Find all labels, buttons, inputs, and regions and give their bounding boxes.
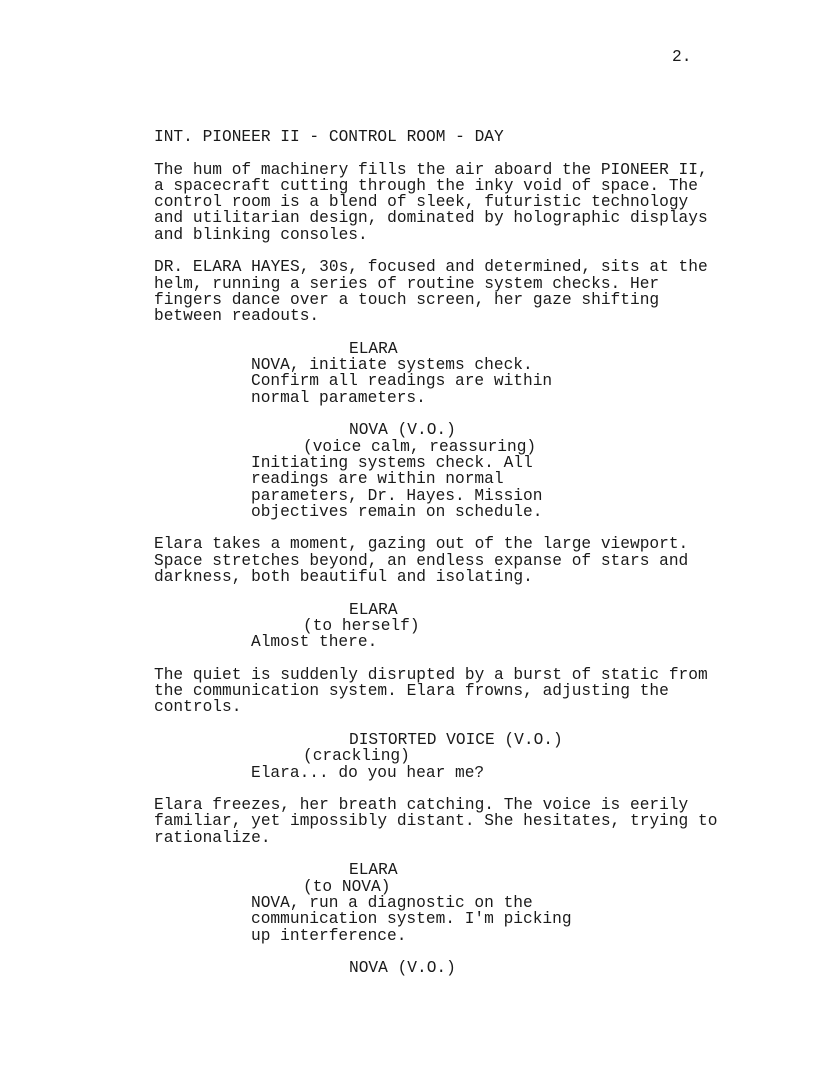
action-line: DR. ELARA HAYES, 30s, focused and determined, sits at the — [154, 258, 708, 277]
screenplay-body — [154, 129, 754, 976]
character-cue: NOVA (V.O.) — [349, 959, 456, 978]
dialogue-line: NOVA, run a diagnostic on the — [251, 893, 533, 912]
blank-line — [154, 145, 754, 161]
action-line: Elara takes a moment, gazing out of the large viewport. — [154, 535, 689, 554]
character-cue: NOVA (V.O.) — [349, 421, 456, 440]
character-cue: ELARA — [349, 600, 398, 619]
page-number: 2. — [672, 48, 692, 66]
dialogue-line: NOVA, initiate systems check. — [251, 356, 533, 375]
character-cue: DISTORTED VOICE (V.O.) — [349, 730, 563, 749]
dialogue-line: normal parameters. — [251, 388, 426, 407]
action-line: the communication system. Elara frowns, adjusting the — [154, 682, 669, 701]
action-line: helm, running a series of routine system checks. Her — [154, 274, 660, 293]
action-line: between readouts. — [154, 307, 320, 326]
blank-line — [154, 406, 754, 422]
blank-line — [154, 716, 754, 732]
character-cue: ELARA — [349, 861, 398, 880]
action-line: darkness, both beautiful and isolating. — [154, 568, 533, 587]
parenthetical-line: (to herself) — [303, 616, 420, 635]
parenthetical-line: (voice calm, reassuring) — [303, 437, 537, 456]
dialogue-line: parameters, Dr. Hayes. Mission — [251, 486, 543, 505]
blank-line — [154, 846, 754, 862]
action-line: Elara freezes, her breath catching. The voice is eerily — [154, 796, 689, 815]
blank-line — [154, 243, 754, 259]
blank-line — [154, 944, 754, 960]
dialogue-line: Confirm all readings are within — [251, 372, 553, 391]
dialogue-line: up interference. — [251, 926, 407, 945]
dialogue-line: Initiating systems check. All — [251, 453, 533, 472]
blank-line — [154, 520, 754, 536]
action-line: familiar, yet impossibly distant. She hesitates, trying to — [154, 812, 718, 831]
action-line: a spacecraft cutting through the inky void of space. The — [154, 176, 698, 195]
scene-heading: INT. PIONEER II - CONTROL ROOM - DAY — [154, 128, 504, 146]
blank-line — [154, 781, 754, 797]
dialogue-line: Almost there. — [251, 633, 378, 652]
action-line: The hum of machinery fills the air aboard the PIONEER II, — [154, 160, 708, 179]
action-line: and utilitarian design, dominated by holographic displays — [154, 209, 708, 228]
blank-line — [154, 585, 754, 601]
action-line: The quiet is suddenly disrupted by a burst of static from — [154, 665, 708, 684]
action-line: rationalize. — [154, 828, 271, 847]
parenthetical-line: (to NOVA) — [303, 877, 391, 896]
dialogue-line: Elara... do you hear me? — [251, 763, 485, 782]
parenthetical-line: (crackling) — [303, 747, 410, 766]
dialogue-line: objectives remain on schedule. — [251, 502, 543, 521]
action-line: controls. — [154, 698, 242, 717]
character-cue: ELARA — [349, 339, 398, 358]
action-line: and blinking consoles. — [154, 225, 368, 244]
action-line: Space stretches beyond, an endless expanse of stars and — [154, 551, 689, 570]
blank-line — [154, 325, 754, 341]
dialogue-line: communication system. I'm picking — [251, 910, 572, 929]
action-line: control room is a blend of sleek, futuristic technology — [154, 193, 689, 212]
blank-line — [154, 651, 754, 667]
action-line: fingers dance over a touch screen, her gaze shifting — [154, 290, 660, 309]
dialogue-line: readings are within normal — [251, 470, 504, 489]
